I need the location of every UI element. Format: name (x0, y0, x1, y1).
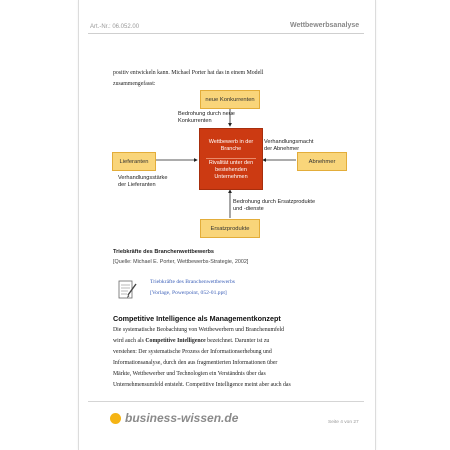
box-buyers (297, 152, 347, 171)
document-title: Wettbewerbsanalyse (290, 22, 360, 29)
section-paragraph (113, 325, 358, 391)
paragraph-line: Unternehmensumfeld entsteht. Competitive Intelligence meint aber auch das (113, 382, 291, 388)
center-line: Unternehmen (214, 174, 248, 180)
label-line: der Lieferanten (118, 182, 156, 188)
article-number: Art.-Nr.: 06.052.00 (90, 24, 140, 30)
page-number: Seite 4 von 27 (328, 420, 359, 425)
label-line: und -dienste (233, 206, 264, 212)
paragraph-line: Märkte, Wettbewerber und Technologien ein Verständnis über das (113, 371, 266, 377)
label-line: der Abnehmer (264, 146, 300, 152)
center-line: Wettbewerb in der (208, 139, 254, 145)
figure-source: [Quelle: Michael E. Porter, Wettbewerbs-Strategie, 2002] (113, 259, 249, 265)
label-line: Bedrohung durch neue (178, 111, 235, 117)
intro-line: positiv entwickeln kann. Michael Porter hat das in einem Modell (113, 70, 264, 76)
document-pen-icon[interactable] (117, 279, 139, 301)
text-run: bezeichnet. Darunter ist zu (205, 338, 270, 344)
label-line: Bedrohung durch Ersatzprodukte (233, 199, 316, 205)
footer-divider (88, 401, 364, 402)
paragraph-line: verstehen: Der systematische Prozess der Informationserhebung und (113, 349, 272, 355)
center-line: Branche (220, 146, 242, 152)
label-line: Verhandlungsstärke (118, 175, 168, 181)
box-suppliers (112, 152, 156, 171)
label-buyer-power (264, 139, 313, 153)
label-line: Verhandlungsmacht (264, 139, 314, 145)
center-line: Rivalität unter den (208, 160, 254, 166)
box-substitutes-label: Ersatzprodukte (210, 225, 250, 232)
box-buyers-label: Abnehmer (308, 158, 336, 165)
label-supplier-power (118, 175, 167, 189)
box-industry-rivalry (199, 128, 263, 190)
paragraph-line (113, 336, 358, 347)
box-new-competitors-label: neue Konkurrenten (205, 96, 255, 103)
attachment-link[interactable]: Triebkräfte des Branchenwettbewerbs (150, 279, 235, 285)
section-heading: Competitive Intelligence als Managementkonzept (113, 314, 281, 323)
label-line: Konkurrenten (178, 118, 212, 124)
paragraph-line: Die systematische Beobachtung von Wettbewerbern und Branchenumfeld (113, 327, 285, 333)
center-divider (206, 158, 256, 159)
label-threat-new-entrants (178, 111, 235, 125)
label-threat-substitutes (233, 199, 315, 213)
box-new-competitors (200, 90, 260, 109)
box-suppliers-label: Lieferanten (119, 158, 149, 165)
text-run: wird auch als (113, 338, 146, 344)
logo-dot-icon (110, 413, 121, 424)
center-line: bestehenden (215, 167, 247, 173)
bold-term: Competitive Intelligence (145, 338, 206, 344)
intro-line: zusammengefasst: (113, 81, 156, 87)
footer-logo: business-wissen.de (125, 411, 239, 425)
figure-caption: Triebkräfte des Branchenwettbewerbs (113, 249, 215, 255)
attachment-file-link[interactable]: [Vorlage, Powerpoint, 052-01.ppt] (150, 290, 227, 296)
box-substitutes (200, 219, 260, 238)
paragraph-line: Informationsanalyse, durch den aus fragmentierten Informationen über (113, 360, 278, 366)
